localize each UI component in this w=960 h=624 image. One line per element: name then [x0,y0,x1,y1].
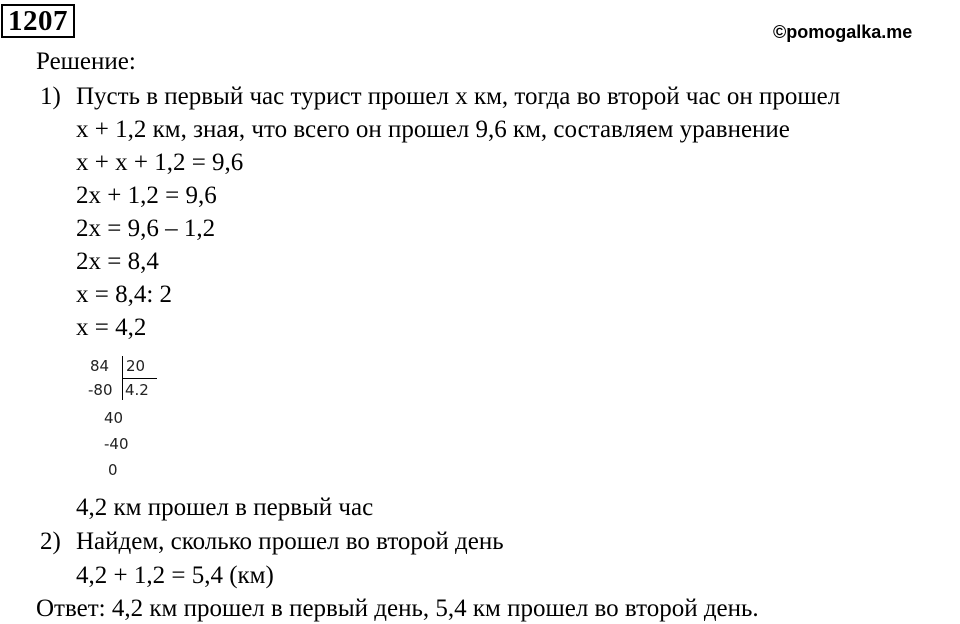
division-subtract-second: -40 [104,435,129,453]
step1-marker: 1) [40,83,61,110]
division-dividend: 84 [90,357,110,375]
step2-equation: 4,2 + 1,2 = 5,4 (км) [76,562,274,589]
step1-continuation: х + 1,2 км, зная, что всего он прошел 9,6 км, составляем уравнение [76,116,790,143]
division-remainder-first: 40 [104,409,124,427]
division-horizontal-bar [122,378,157,379]
step2-marker: 2) [40,528,61,555]
step1-text: Пусть в первый час турист прошел х км, тогда во второй час он прошел [76,83,841,110]
step2-text: Найдем, сколько прошел во второй день [76,528,504,555]
answer-line: Ответ: 4,2 км прошел в первый день, 5,4 км прошел во второй день. [36,595,759,622]
division-remainder-final: 0 [108,461,118,479]
equation-line: 2х + 1,2 = 9,6 [76,182,217,209]
equation-line: 2х = 9,6 – 1,2 [76,215,216,242]
equation-line: х + х + 1,2 = 9,6 [76,149,244,176]
equation-line: х = 4,2 [76,314,147,341]
equation-line: х = 8,4: 2 [76,281,173,308]
solution-heading: Решение: [36,48,136,75]
problem-number: 1207 [1,4,75,38]
watermark: ©pomogalka.me [773,22,913,42]
division-divisor: 20 [126,357,146,375]
division-quotient: 4.2 [125,381,149,399]
division-subtract-first: -80 [88,381,113,399]
step1-result: 4,2 км прошел в первый час [76,494,374,521]
equation-line: 2х = 8,4 [76,248,159,275]
